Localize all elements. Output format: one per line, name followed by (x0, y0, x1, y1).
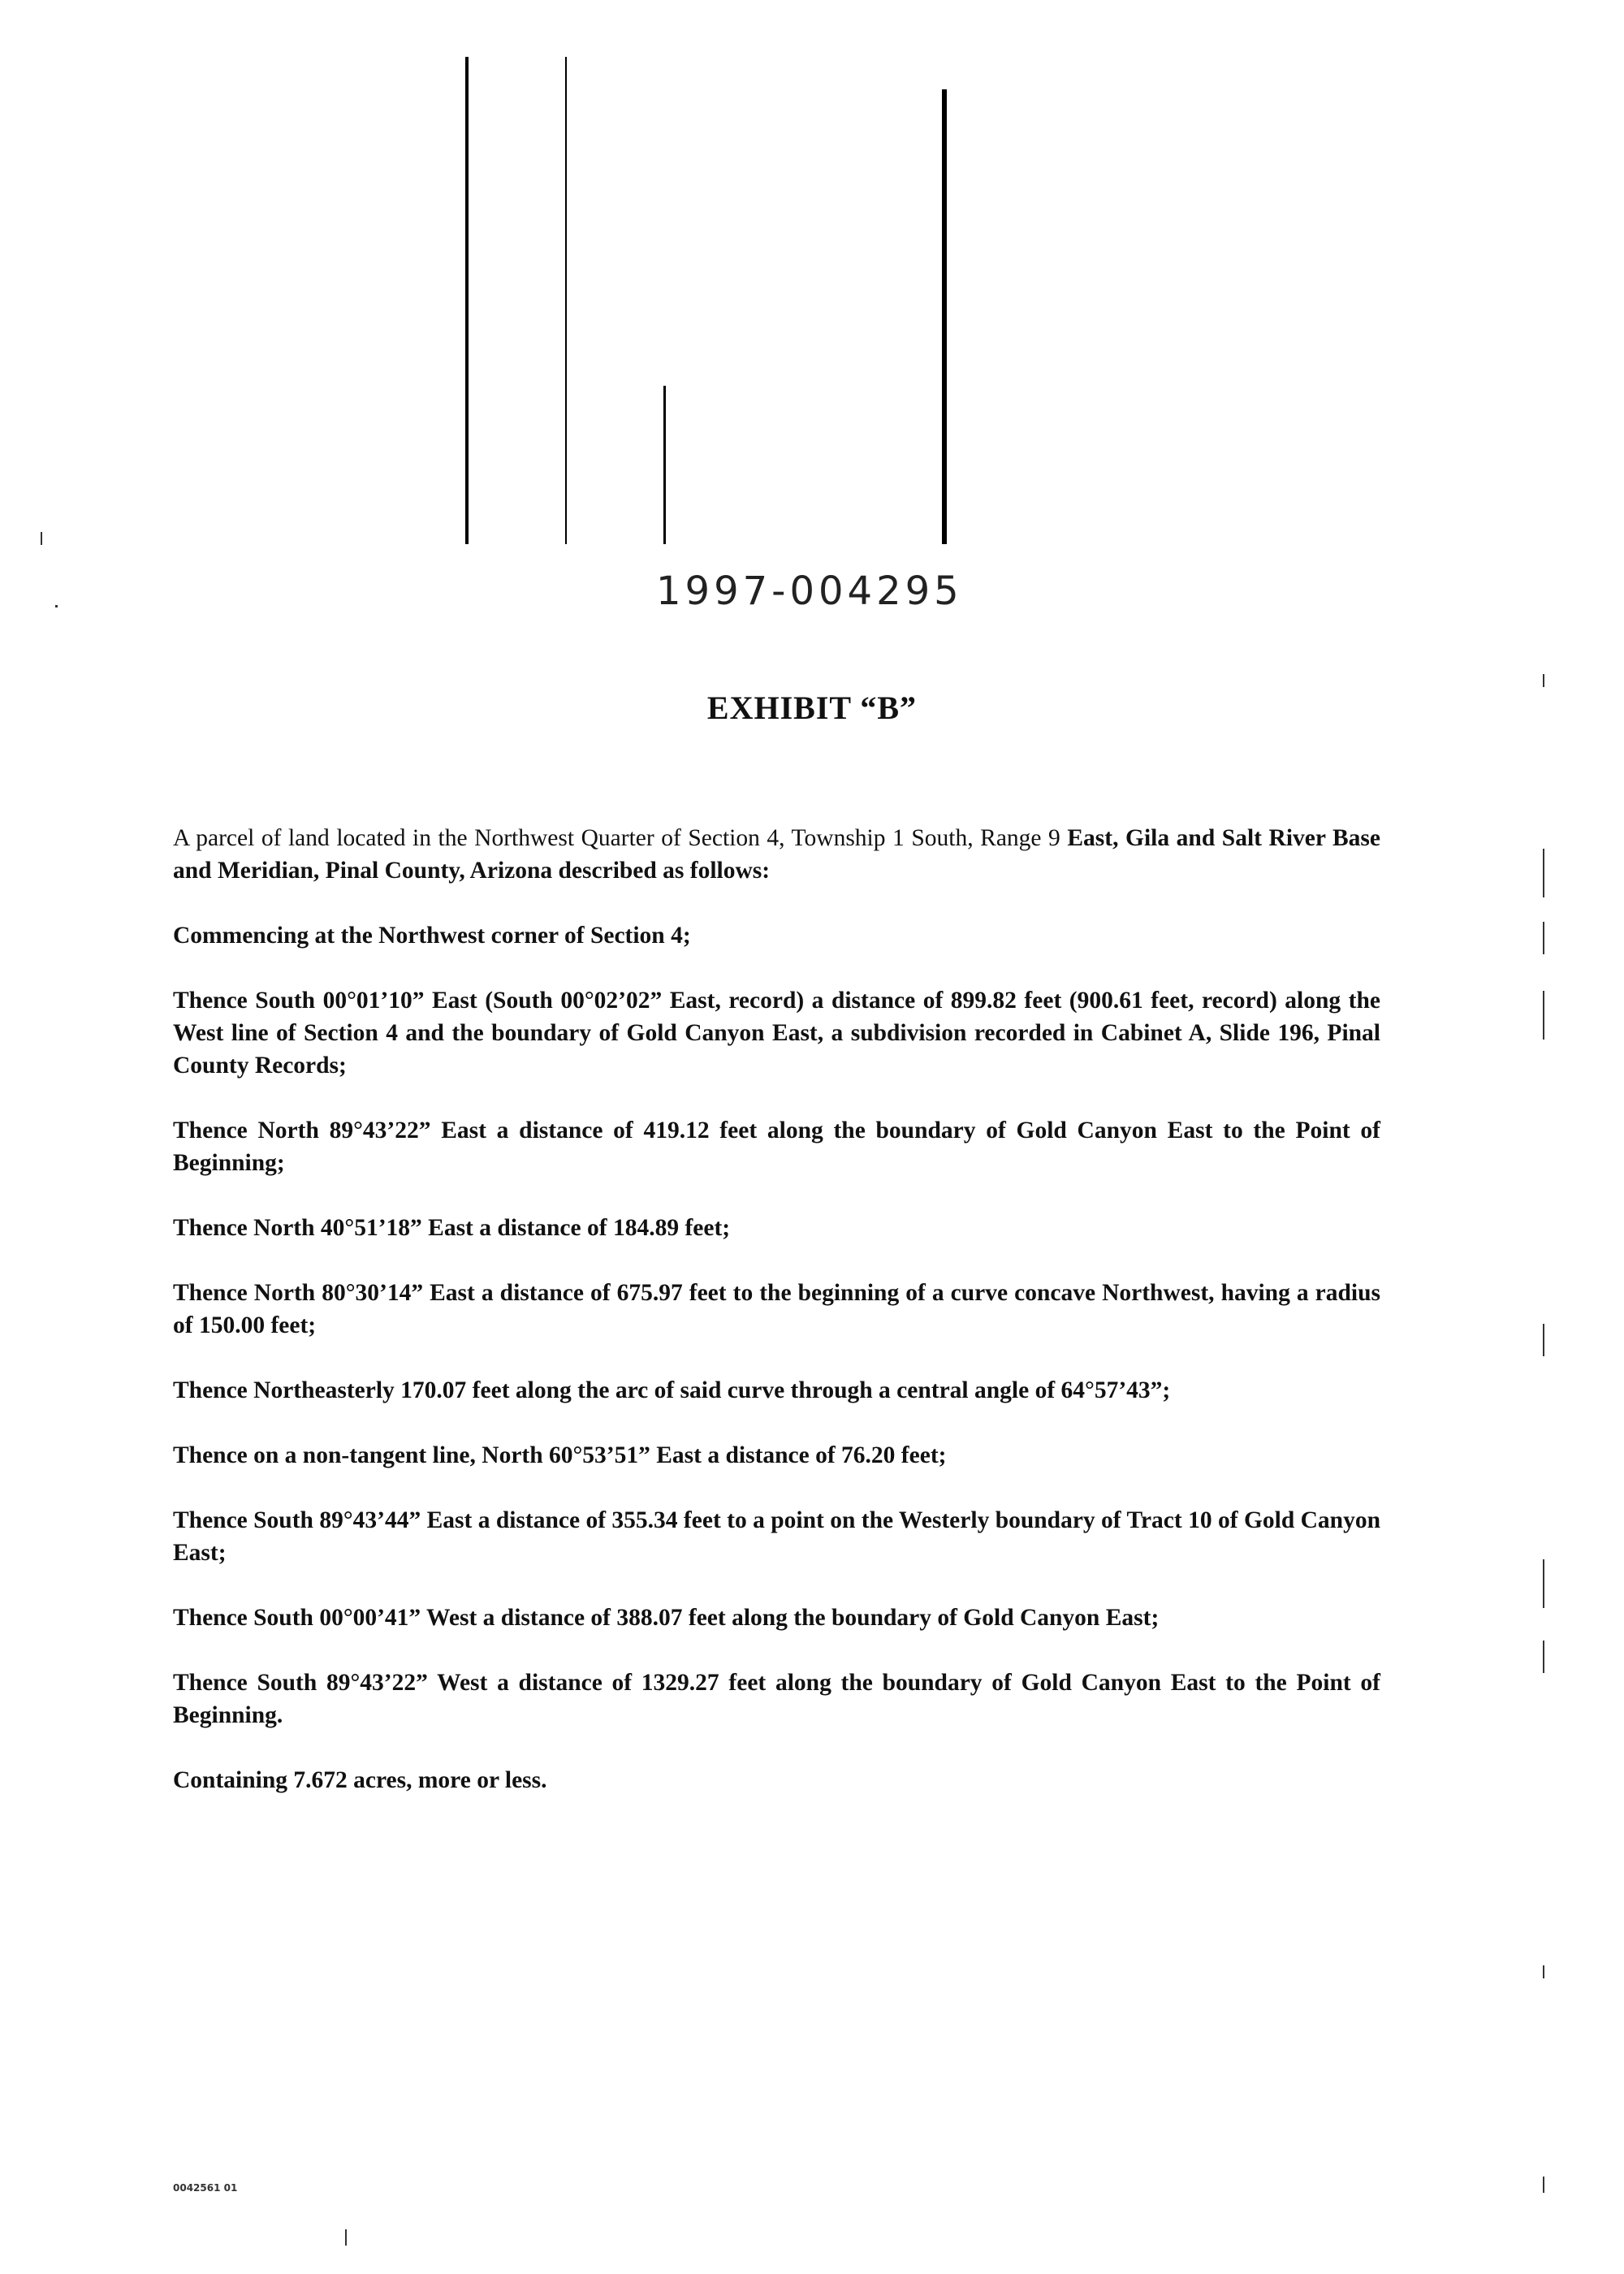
intro-line-2: East, Gila and Salt River Base and Meridian, Pinal County, Arizona described as follows: (173, 825, 1380, 884)
scan-speck (1543, 1641, 1544, 1673)
scan-speck (345, 2229, 347, 2246)
recording-barcode-bar-3 (663, 386, 666, 544)
scan-speck (1543, 2177, 1544, 2193)
course-paragraph-1: Thence South 00°01’10” East (South 00°02’02” East, record) a distance of 899.82 feet (900.61 feet, record) along the West line of Section 4 and the boundary of Gold Canyon East, a subdivision recorded in Cabinet A, Slide 196, Pinal County Records; (173, 988, 1380, 1079)
course-paragraph-3: Thence North 40°51’18” East a distance of 184.89 feet; (173, 1215, 731, 1241)
acreage-paragraph: Containing 7.672 acres, more or less. (173, 1767, 547, 1793)
course-paragraph-6: Thence on a non-tangent line, North 60°53’51” East a distance of 76.20 feet; (173, 1442, 947, 1468)
intro-line-1: A parcel of land located in the Northwest Quarter of Section 4, Township 1 South, Range 9 (173, 825, 1060, 851)
recording-barcode-bar-2 (565, 57, 567, 544)
scan-speck (41, 532, 42, 545)
course-paragraph-2: Thence North 89°43’22” East a distance of 419.12 feet along the boundary of Gold Canyon East to the Point of Beginning; (173, 1118, 1380, 1176)
scan-speck (1543, 922, 1544, 954)
course-paragraph-9: Thence South 89°43’22” West a distance of 1329.27 feet along the boundary of Gold Canyon East to the Point of Beginning. (173, 1670, 1380, 1728)
footer-code: 0042561 01 (173, 2182, 238, 2194)
scan-speck (1543, 991, 1544, 1040)
recording-number: 1997-004295 (656, 568, 963, 614)
recording-barcode-bar-1 (465, 57, 469, 544)
recording-barcode-bar-4 (942, 89, 947, 544)
course-paragraph-4: Thence North 80°30’14” East a distance of 675.97 feet to the beginning of a curve concave Northwest, having a radius of 150.00 feet; (173, 1280, 1380, 1338)
commencing-paragraph: Commencing at the Northwest corner of Section 4; (173, 923, 691, 949)
course-paragraph-5: Thence Northeasterly 170.07 feet along the arc of said curve through a central angle of 64°57’43”; (173, 1377, 1171, 1403)
exhibit-title: EXHIBIT “B” (706, 690, 918, 726)
course-paragraph-8: Thence South 00°00’41” West a distance of 388.07 feet along the boundary of Gold Canyon East; (173, 1605, 1160, 1631)
intro-paragraph (173, 822, 1380, 887)
scan-speck (1543, 849, 1544, 897)
course-paragraph-7: Thence South 89°43’44” East a distance of 355.34 feet to a point on the Westerly boundary of Tract 10 of Gold Canyon East; (173, 1507, 1380, 1566)
scan-speck (55, 605, 58, 607)
scan-speck (1543, 1559, 1544, 1608)
scan-speck (1543, 1965, 1544, 1978)
scan-speck (1543, 674, 1544, 687)
legal-description (173, 822, 1380, 1829)
scan-speck (1543, 1324, 1544, 1356)
